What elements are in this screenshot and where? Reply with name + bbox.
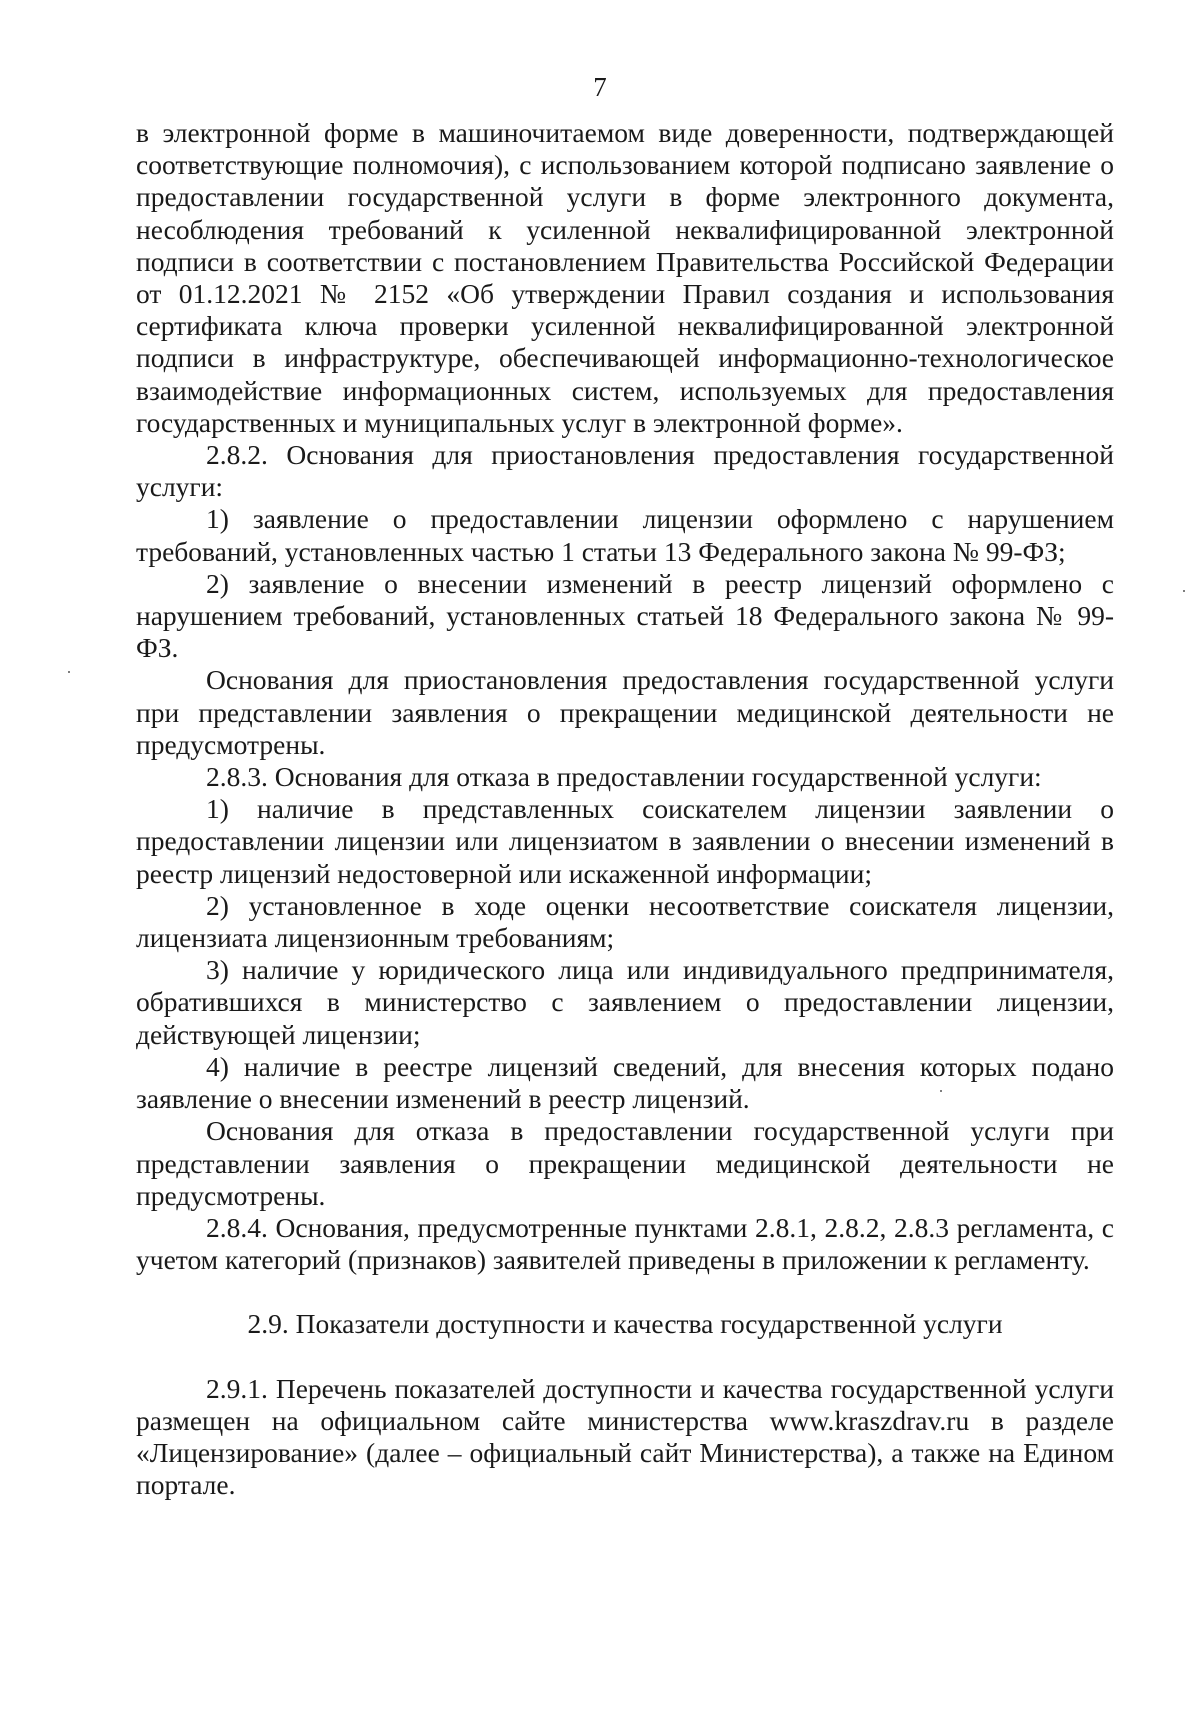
- paragraph-2-9-1: 2.9.1. Перечень показателей доступности и качества государственной услуги размещен на официальном сайте министерства www.kraszdrav.ru в разделе «Лицензирование» (далее – официальный сайт Министерства), а также на Едином портале.: [136, 1372, 1114, 1501]
- paragraph-2-8-3: 2.8.3. Основания для отказа в предоставлении государственной услуги:: [206, 761, 1042, 793]
- section-heading-2-9: 2.9. Показатели доступности и качества государственной услуги: [247, 1308, 1003, 1340]
- scan-speck: [1183, 590, 1185, 592]
- scan-speck: [68, 671, 70, 673]
- paragraph-2-8-2: 2.8.2. Основания для приостановления предоставления государственной услуги:: [136, 439, 1114, 503]
- paragraph-2-8-2-note: Основания для приостановления предоставления государственной услуги при представлении заявления о прекращении медицинской деятельности не предусмотрены.: [136, 664, 1114, 760]
- paragraph-2-8-3-item-1: 1) наличие в представленных соискателем лицензии заявлении о предоставлении лицензии или лицензиатом в заявлении о внесении изменений в реестр лицензий недостоверной или искаженной информации;: [136, 793, 1114, 889]
- document-body: [136, 117, 1114, 1501]
- scan-speck: [940, 1090, 942, 1092]
- paragraph-2-8-3-item-4: 4) наличие в реестре лицензий сведений, для внесения которых подано заявление о внесении изменений в реестр лицензий.: [136, 1050, 1114, 1115]
- paragraph-2-8-2-item-2: 2) заявление о внесении изменений в реестр лицензий оформлено с нарушением требований, установленных статьей 18 Федерального закона № 99-ФЗ.: [136, 567, 1114, 664]
- paragraph-2-8-4: 2.8.4. Основания, предусмотренные пунктами 2.8.1, 2.8.2, 2.8.3 регламента, с учетом категорий (признаков) заявителей приведены в приложении к регламенту.: [136, 1211, 1114, 1276]
- paragraph-continuation: в электронной форме в машиночитаемом виде доверенности, подтверждающей соответствующие полномочия), с использованием которой подписано заявление о предоставлении государственной услуги в форме электронного документа, несоблюдения требований к усиленной неквалифицированной электронной подписи в соответствии с постановлением Правительства Российской Федерации от 01.12.2021 № 2152 «Об утверждении Правил создания и использования сертификата ключа проверки усиленной неквалифицированной электронной подписи в инфраструктуре, обеспечивающей информационно-технологическое взаимодействие информационных систем, используемых для предоставления государственных и муниципальных услуг в электронной форме».: [136, 117, 1114, 438]
- paragraph-2-8-3-item-2: 2) установленное в ходе оценки несоответствие соискателя лицензии, лицензиата лицензионным требованиям;: [136, 889, 1114, 954]
- paragraph-2-8-2-item-1: 1) заявление о предоставлении лицензии оформлено с нарушением требований, установленных частью 1 статьи 13 Федерального закона № 99-ФЗ;: [136, 503, 1114, 567]
- page-number: 7: [593, 72, 607, 102]
- paragraph-2-8-3-item-3: 3) наличие у юридического лица или индивидуального предпринимателя, обратившихся в министерство с заявлением о предоставлении лицензии, действующей лицензии;: [136, 954, 1114, 1050]
- paragraph-2-8-3-note: Основания для отказа в предоставлении государственной услуги при представлении заявления о прекращении медицинской деятельности не предусмотрены.: [136, 1115, 1114, 1211]
